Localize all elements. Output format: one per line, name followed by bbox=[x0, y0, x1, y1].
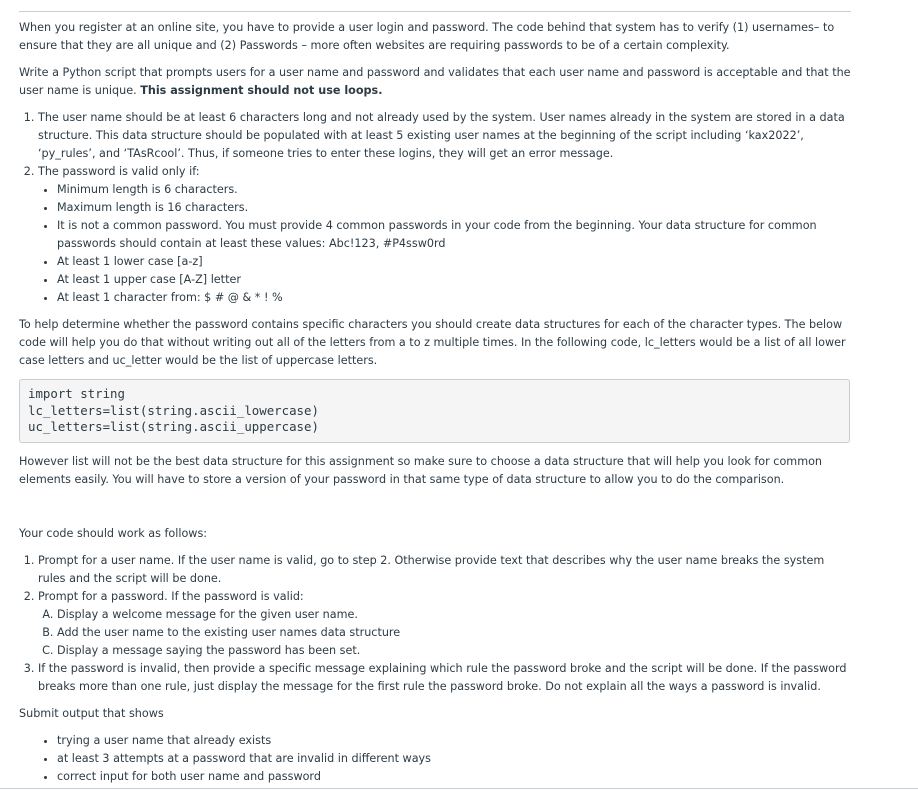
assignment-content bbox=[19, 19, 854, 786]
bottom-divider bbox=[0, 788, 918, 789]
submit-item: • trying a user name that already exists bbox=[57, 732, 854, 750]
flow-steps-list bbox=[19, 552, 854, 696]
password-rule: • At least 1 upper case [A-Z] letter bbox=[57, 271, 854, 289]
flow-step-2 bbox=[38, 588, 854, 660]
help-paragraph: To help determine whether the password contains specific characters you should create data structures for each of the character types. The below code will help you do that without writing out all of the letters from a to z multiple times. In the following code, lc_letters would be a list of all lower case letters and uc_letter would be the list of uppercase letters. bbox=[19, 318, 846, 367]
flow-step-2-substeps bbox=[38, 606, 854, 660]
intro-paragraph: When you register at an online site, you have to provide a user login and password. The code behind that system has to verify (1) usernames– to ensure that they are all unique and (2) Passwords – more often websites are requiring passwords to be of a certain complexity. bbox=[19, 21, 835, 52]
password-rule: • At least 1 character from: $ # @ & * ! % bbox=[57, 289, 854, 307]
password-rule: • At least 1 lower case [a-z] bbox=[57, 253, 854, 271]
task-text: Write a Python script that prompts users for a user name and password and validates that each user name and password is acceptable and that the user name is unique. bbox=[19, 66, 851, 97]
flow-step-2-text: Prompt for a password. If the password is valid: bbox=[38, 589, 304, 603]
submit-item: • correct input for both user name and password bbox=[57, 768, 854, 786]
password-intro: The password is valid only if: bbox=[38, 165, 200, 178]
rules-list bbox=[19, 109, 854, 307]
top-divider bbox=[19, 11, 851, 12]
task-paragraph bbox=[19, 64, 854, 100]
submit-item: • at least 3 attempts at a password that are invalid in different ways bbox=[57, 750, 854, 768]
password-rule: • Minimum length is 6 characters. bbox=[57, 181, 854, 199]
however-paragraph: However list will not be the best data structure for this assignment so make sure to choose a data structure that will help you look for common elements easily. You will have to store a version of your password in that same type of data structure to allow you to do the comparison. bbox=[19, 454, 823, 486]
code-block: import string lc_letters=list(string.ascii_lowercase) uc_letters=list(string.ascii_uppercase) bbox=[19, 379, 850, 443]
password-rules-list bbox=[38, 181, 854, 307]
password-rule: • It is not a common password. You must provide 4 common passwords in your code from the beginning. Your data structure for common passwords should contain at least these values: Abc!123, #P4ssw0rd bbox=[57, 217, 854, 253]
rule-username: 1. The user name should be at least 6 characters long and not already used by the system. User names already in the system are stored in a data structure. This data structure should be populated with at least 5 existing user names at the beginning of the script including ‘kax2022’, ‘py_rules’, and ‘TAsRcool’. Thus, if someone tries to enter these logins, they will get an error message. bbox=[38, 109, 854, 163]
password-rule: • Maximum length is 16 characters. bbox=[57, 199, 854, 217]
flow-substep: B. Add the user name to the existing user names data structure bbox=[57, 624, 854, 642]
submit-intro: Submit output that shows bbox=[19, 706, 164, 720]
submit-list bbox=[19, 732, 854, 786]
flow-step-1: 1. Prompt for a user name. If the user name is valid, go to step 2. Otherwise provide text that describes why the user name breaks the system rules and the script will be done. bbox=[38, 552, 854, 588]
flow-intro: Your code should work as follows: bbox=[19, 526, 208, 540]
task-bold-note: This assignment should not use loops. bbox=[140, 84, 383, 97]
flow-substep: C. Display a message saying the password has been set. bbox=[57, 642, 854, 660]
flow-step-3: 3. If the password is invalid, then provide a specific message explaining which rule the password broke and the script will be done. If the password breaks more than one rule, just display the message for the first rule the password broke. Do not explain all the ways a password is invalid. bbox=[38, 660, 854, 696]
rule-password bbox=[38, 163, 854, 307]
flow-substep: A. Display a welcome message for the given user name. bbox=[57, 606, 854, 624]
